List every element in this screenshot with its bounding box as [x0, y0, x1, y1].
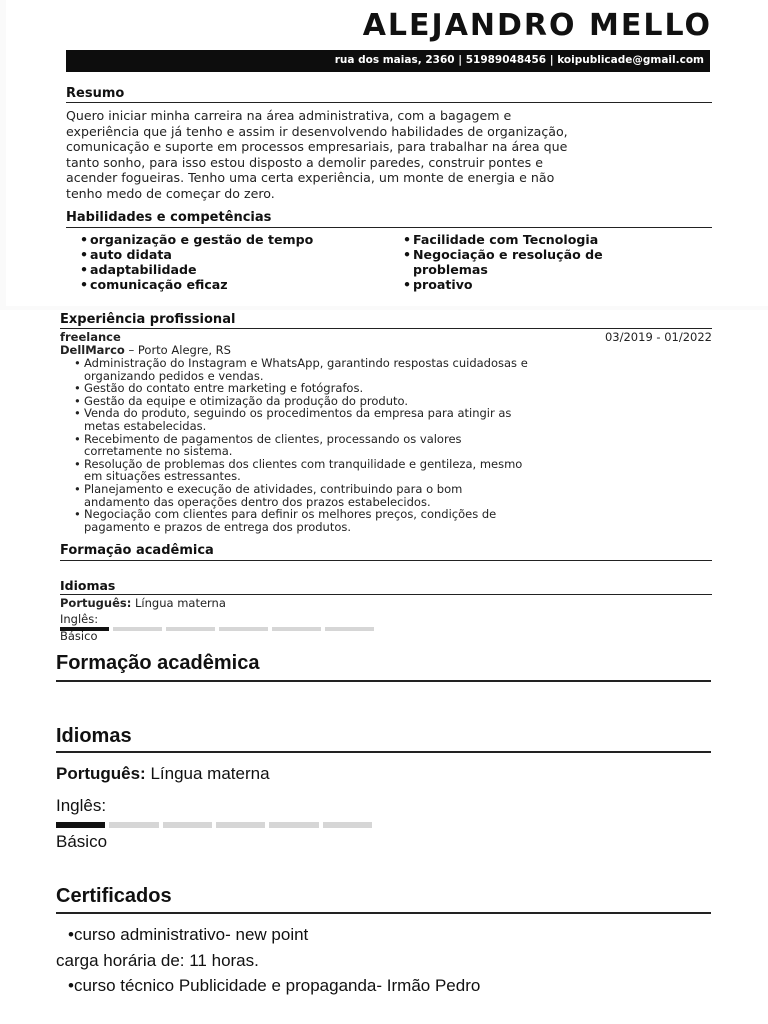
level-bar-segment	[109, 822, 158, 828]
skill-item: • organização e gestão de tempo	[80, 232, 314, 247]
language-en-label-small: Inglês:	[60, 612, 99, 626]
job-company: DellMarco	[60, 343, 125, 357]
education-divider	[56, 680, 711, 682]
education-title-small: Formação acadêmica	[60, 543, 214, 558]
skills-left-column	[80, 232, 313, 292]
summary-line: comunicação e suporte em processos empresariais, para trabalhar na área que	[66, 139, 568, 154]
job-role: freelance	[60, 330, 121, 344]
level-bar-segment	[56, 822, 105, 828]
skill-item: • Negociação e resolução de	[403, 247, 603, 262]
summary-line: Quero iniciar minha carreira na área administrativa, com a bagagem e	[66, 108, 512, 123]
level-bar-segment	[269, 822, 318, 828]
experience-title: Experiência profissional	[60, 312, 236, 327]
level-bar-segment	[166, 627, 215, 631]
skills-divider	[66, 227, 712, 228]
language-pt-small: Português: Língua materna	[60, 596, 226, 610]
certificates-divider	[56, 912, 711, 914]
summary-line: tenho medo de começar do zero.	[66, 185, 275, 201]
language-en-level: Básico	[56, 832, 108, 851]
skills-right-column	[403, 232, 603, 292]
level-bar-segment	[219, 627, 268, 631]
education-title: Formação acadêmica	[56, 652, 260, 674]
contact-info: rua dos maias, 2360 | 51989048456 | koipublicade@gmail.com	[334, 54, 704, 66]
skill-item: • adaptabilidade	[80, 262, 197, 277]
summary-title: Resumo	[66, 86, 125, 101]
languages-title: Idiomas	[56, 725, 132, 747]
certificate-detail: carga horária de: 11 horas.	[56, 951, 259, 970]
summary-line: experiência que já tenho e assim ir desenvolvendo habilidades de organização,	[66, 123, 568, 139]
level-bar-segment	[216, 822, 265, 828]
certificate-item: •curso administrativo- new point	[68, 925, 309, 944]
skill-item: problemas	[413, 262, 488, 277]
languages-divider	[56, 751, 711, 753]
level-bar-segment	[113, 627, 162, 631]
skill-item: • comunicação eficaz	[80, 277, 228, 292]
skills-title: Habilidades e competências	[66, 210, 272, 225]
language-level-bar	[56, 822, 372, 828]
duty-item: • Resolução de problemas dos clientes com tranquilidade e gentileza, mesmo em situações estressantes.	[72, 458, 712, 483]
language-level-bar-small	[60, 627, 374, 631]
skill-item: • auto didata	[80, 247, 172, 262]
job-company-line	[60, 344, 231, 357]
job-duties	[72, 357, 712, 533]
level-bar-segment	[272, 627, 321, 631]
duty-item: • Recebimento de pagamentos de clientes, processando os valores corretamente no sistema.	[72, 433, 712, 458]
skill-item: • proativo	[403, 277, 473, 292]
contact-bar	[66, 50, 710, 72]
level-bar-segment	[163, 822, 212, 828]
job-dates: 03/2019 - 01/2022	[604, 330, 712, 344]
summary-line: tanto sonho, para isso estou disposto a demolir paredes, construir pontes e	[66, 154, 543, 170]
certificate-item: •curso técnico Publicidade e propaganda- Irmão Pedro	[68, 976, 481, 995]
education-divider-small	[60, 560, 712, 561]
duty-item: • Administração do Instagram e WhatsApp, garantindo respostas cuidadosas e organizando pedidos e vendas.	[72, 357, 712, 382]
job-location: – Porto Alegre, RS	[124, 343, 231, 357]
level-bar-segment	[325, 627, 374, 631]
languages-divider-small	[60, 594, 712, 595]
duty-item: • Planejamento e execução de atividades, contribuindo para o bom andamento das operações dentro dos prazos estabelecidos.	[72, 483, 712, 508]
skill-item: • Facilidade com Tecnologia	[403, 232, 599, 247]
language-pt: Português: Língua materna	[56, 764, 270, 783]
language-en-level-small: Básico	[60, 629, 98, 643]
certificates-title: Certificados	[56, 885, 172, 907]
summary-text	[66, 108, 712, 201]
duty-item: • Gestão do contato entre marketing e fotógrafos.	[72, 382, 712, 395]
candidate-name: ALEJANDRO MELLO	[362, 8, 712, 43]
summary-line: acender fogueiras. Tenho uma certa experiência, um monte de energia e não	[66, 170, 555, 185]
languages-title-small: Idiomas	[60, 578, 116, 593]
summary-divider	[66, 102, 712, 103]
duty-item: • Venda do produto, seguindo os procedimentos da empresa para atingir as metas estabelecidas.	[72, 407, 712, 432]
language-en-label: Inglês:	[56, 796, 107, 815]
duty-item: • Gestão da equipe e otimização da produção do produto.	[72, 395, 712, 408]
experience-divider	[60, 328, 712, 329]
level-bar-segment	[323, 822, 372, 828]
duty-item: • Negociação com clientes para definir os melhores preços, condições de pagamento e prazos de entrega dos produtos.	[72, 508, 712, 533]
